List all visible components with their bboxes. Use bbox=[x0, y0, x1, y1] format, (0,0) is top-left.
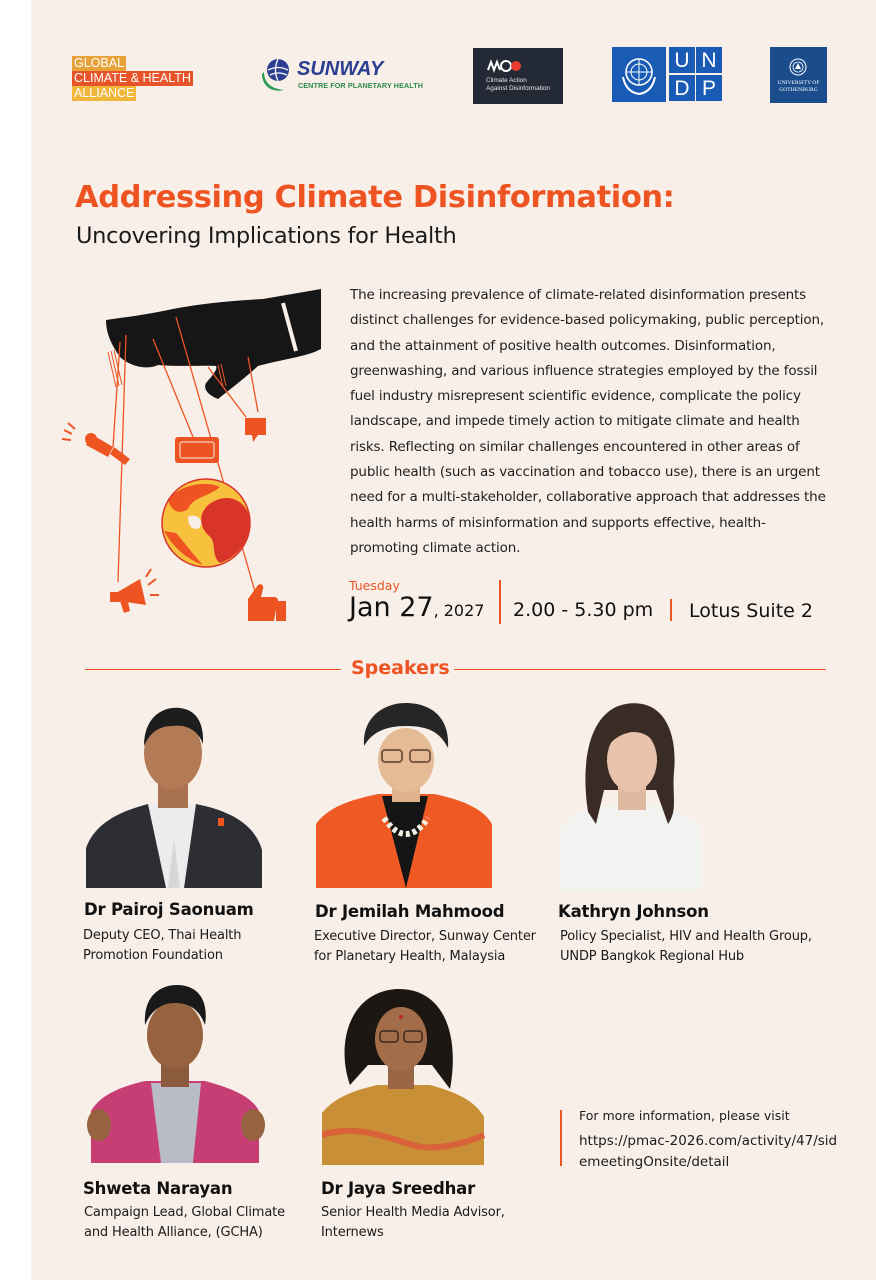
speaker-photo-shweta bbox=[83, 985, 268, 1163]
microphone-icon bbox=[62, 423, 130, 465]
speech-bubble-icon bbox=[245, 418, 266, 442]
time-divider bbox=[670, 599, 672, 621]
speaker-photo-kathryn bbox=[560, 700, 702, 890]
speakers-rule-left bbox=[85, 669, 341, 670]
info-divider bbox=[560, 1110, 562, 1166]
event-description: The increasing prevalence of climate-related disinformation presents distinct challenges for evidence-based policymaking, public perception, and the attainment of positive health outcomes. Disinformation, greenwashing, and various influence strategies employed by the fossil fuel industry misrepresent scientific evidence, complicate the policy landscape, and impede timely action to mitigate climate and health risks. Reflecting on similar challenges encountered in other areas of public health (such as vaccination and tobacco use), there is an urgent need for a multi-stakeholder, collaborative approach that addresses the health harms of misinformation and supports effective, health-promoting climate action. bbox=[350, 287, 826, 556]
speaker-role: Executive Director, Sunway Center for Planetary Health, Malaysia bbox=[314, 929, 536, 964]
gothenburg-logo-text: UNIVERSITY OF GOTHENBURG bbox=[777, 80, 820, 93]
caad-logo bbox=[473, 48, 563, 104]
undp-letter-u: U bbox=[669, 47, 695, 73]
speaker-role: Policy Specialist, HIV and Health Group, UNDP Bangkok Regional Hub bbox=[560, 929, 812, 964]
gcha-logo-line-3: ALLIANCE bbox=[74, 86, 135, 100]
gcha-logo-line-1: GLOBAL bbox=[74, 56, 125, 70]
sunway-logo bbox=[258, 54, 428, 98]
event-poster bbox=[31, 0, 876, 1280]
puppet-hand-icon bbox=[106, 289, 321, 399]
event-day: Tuesday bbox=[349, 578, 400, 593]
globe-icon bbox=[162, 479, 250, 567]
event-title: Addressing Climate Disinformation: bbox=[75, 180, 675, 215]
thumbs-up-icon bbox=[248, 584, 286, 621]
speaker-name: Dr Pairoj Saonuam bbox=[84, 900, 254, 919]
info-link[interactable]: https://pmac-2026.com/activity/47/sidemeetingOnsite/detail bbox=[579, 1133, 838, 1170]
undp-letter-p: P bbox=[696, 75, 722, 101]
gcha-logo bbox=[72, 56, 212, 101]
sunway-logo-name: SUNWAY bbox=[297, 58, 384, 80]
speaker-name: Dr Jaya Sreedhar bbox=[321, 1179, 476, 1198]
caad-logo-text: Climate Action Against Disinformation bbox=[486, 77, 550, 92]
un-emblem-icon bbox=[612, 47, 666, 102]
speakers-heading: Speakers bbox=[351, 657, 450, 679]
undp-letter-d: D bbox=[669, 75, 695, 101]
speaker-role: Campaign Lead, Global Climate and Health Alliance, (GCHA) bbox=[84, 1205, 285, 1240]
speaker-name: Kathryn Johnson bbox=[558, 902, 709, 921]
speakers-rule-right bbox=[454, 669, 826, 670]
undp-letter-n: N bbox=[696, 47, 722, 73]
sunway-logo-subtitle: CENTRE FOR PLANETARY HEALTH bbox=[298, 81, 424, 90]
date-divider bbox=[499, 580, 501, 624]
info-label: For more information, please visit bbox=[579, 1108, 790, 1123]
megaphone-icon bbox=[110, 569, 159, 613]
gothenburg-seal-icon bbox=[789, 58, 807, 76]
gothenburg-logo bbox=[770, 47, 827, 103]
event-venue: Lotus Suite 2 bbox=[689, 600, 813, 622]
event-time: 2.00 - 5.30 pm bbox=[513, 599, 654, 621]
sunway-globe-icon bbox=[258, 56, 294, 94]
caad-mark-icon bbox=[486, 59, 526, 73]
speaker-name: Shweta Narayan bbox=[83, 1179, 233, 1198]
sign-card-icon bbox=[175, 437, 219, 463]
event-date-year: , 2027 bbox=[433, 601, 485, 620]
event-subtitle: Uncovering Implications for Health bbox=[76, 223, 457, 249]
speaker-photo-jaya bbox=[322, 985, 487, 1165]
puppet-hand-illustration bbox=[58, 287, 326, 627]
gcha-logo-line-2: CLIMATE & HEALTH bbox=[74, 71, 191, 85]
speaker-role: Deputy CEO, Thai Health Promotion Foundation bbox=[83, 928, 242, 963]
speaker-name: Dr Jemilah Mahmood bbox=[315, 902, 505, 921]
event-date-day: Jan 27 bbox=[349, 592, 434, 623]
undp-logo bbox=[612, 47, 722, 102]
speaker-photo-pairoj bbox=[86, 698, 262, 888]
speaker-role: Senior Health Media Advisor, Internews bbox=[321, 1205, 505, 1240]
event-date bbox=[349, 592, 484, 623]
speaker-photo-jemilah bbox=[316, 700, 494, 888]
